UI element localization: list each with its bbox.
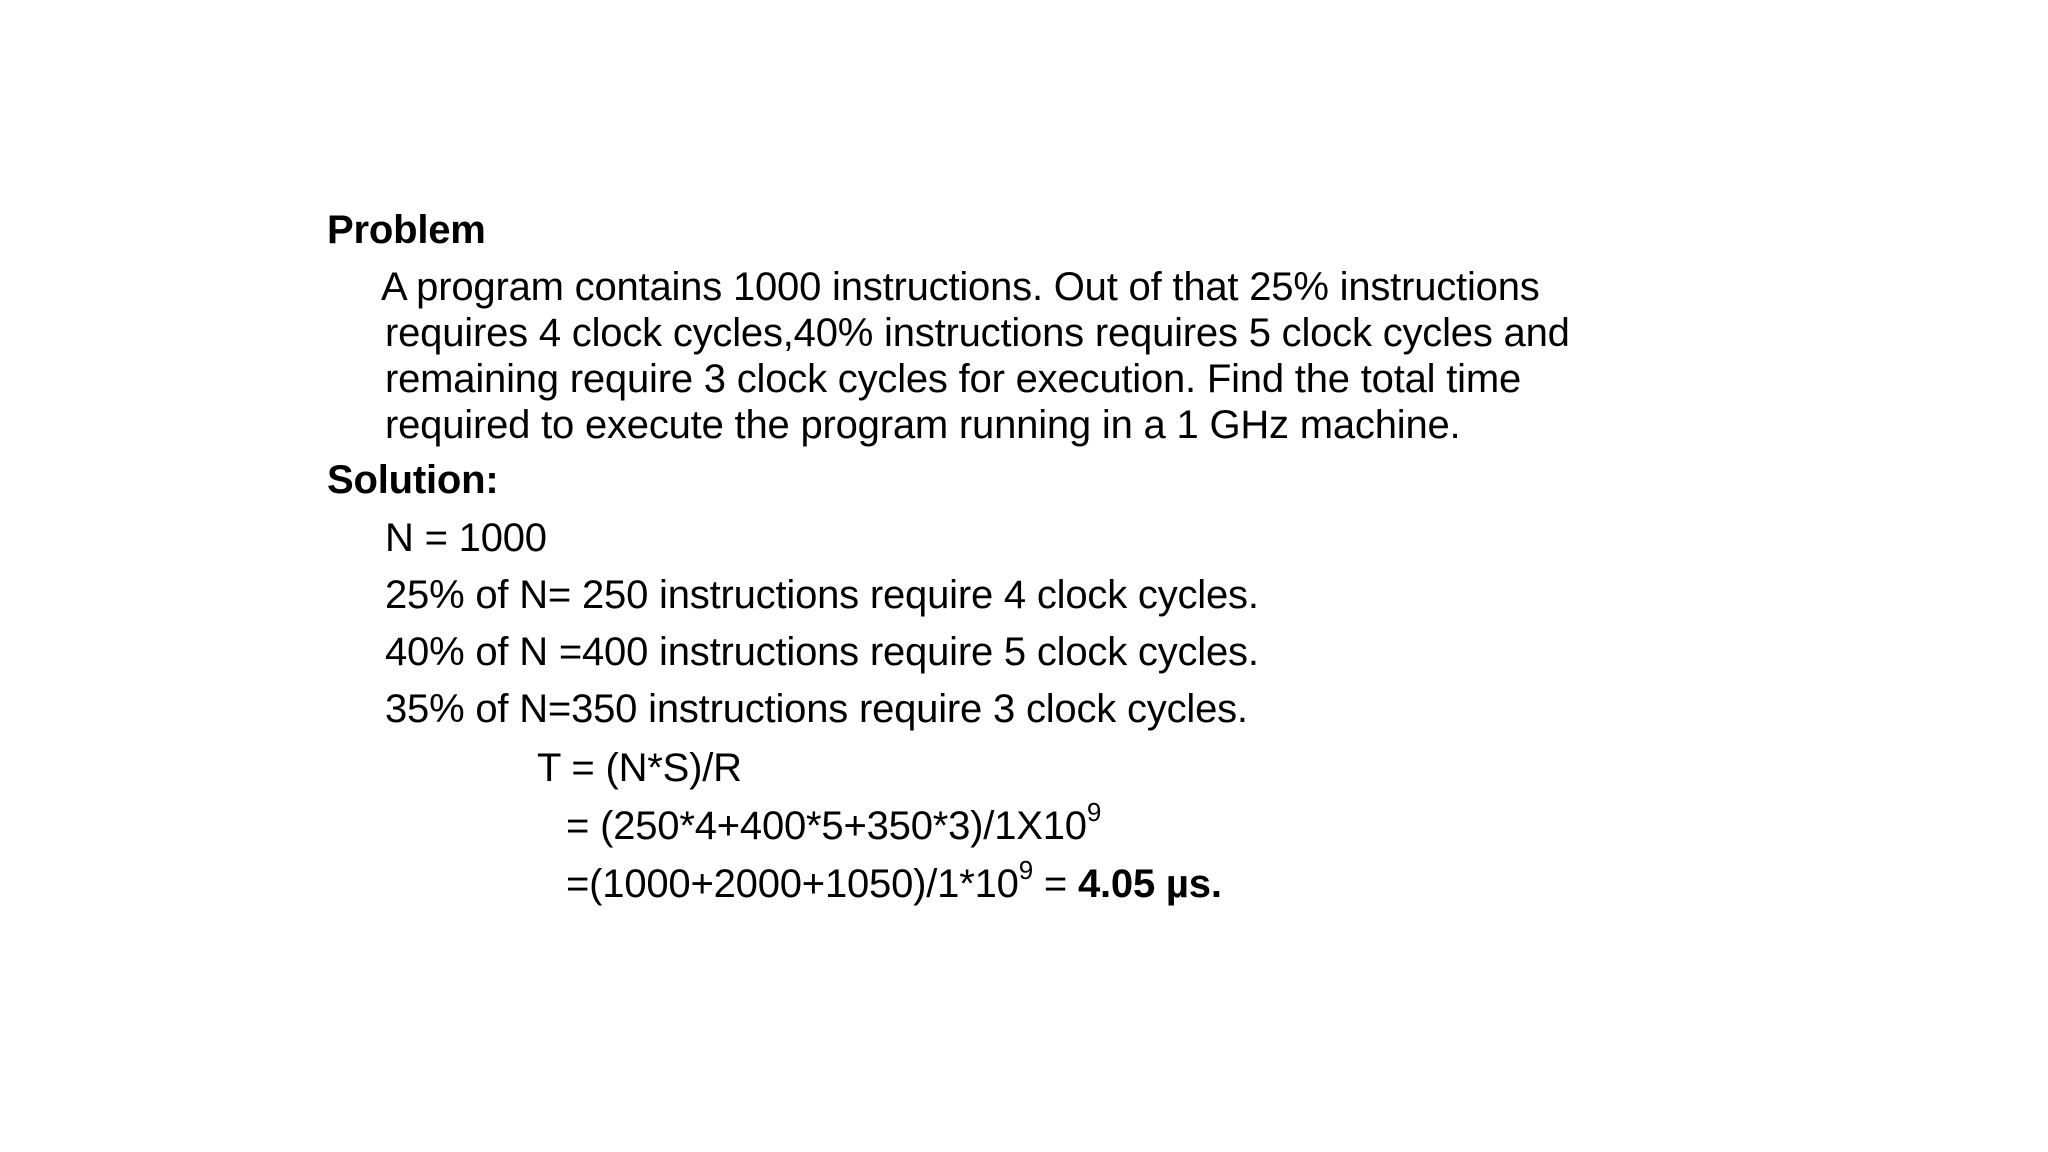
problem-line-1: A program contains 1000 instructions. Out of that 25% instructions — [381, 265, 1540, 309]
problem-heading: Problem — [327, 208, 486, 252]
solution-heading: Solution: — [327, 458, 499, 502]
formula-step-1-exponent: 9 — [1086, 796, 1102, 827]
solution-line-35: 35% of N=350 instructions require 3 clock cycles. — [385, 687, 1248, 731]
solution-line-25: 25% of N= 250 instructions require 4 clock cycles. — [385, 573, 1259, 617]
formula-step-2-exponent: 9 — [1018, 854, 1033, 885]
formula-step-1-text: = (250*4+400*5+350*3)/1X10 — [566, 804, 1087, 848]
formula-step-2 — [566, 854, 1222, 907]
formula-step-2-equals: = — [1032, 862, 1078, 906]
problem-line-2: requires 4 clock cycles,40% instructions requires 5 clock cycles and — [385, 311, 1570, 355]
solution-line-n: N = 1000 — [385, 516, 547, 560]
solution-line-40: 40% of N =400 instructions require 5 clock cycles. — [385, 630, 1259, 674]
formula-step-2-text: =(1000+2000+1050)/1*10 — [566, 862, 1019, 906]
formula-step-1 — [566, 796, 1102, 849]
problem-line-3: remaining require 3 clock cycles for execution. Find the total time — [385, 357, 1522, 401]
result-value: 4.05 µs. — [1077, 862, 1222, 906]
problem-line-4: required to execute the program running in a 1 GHz machine. — [385, 403, 1461, 447]
formula-line: T = (N*S)/R — [537, 746, 742, 790]
